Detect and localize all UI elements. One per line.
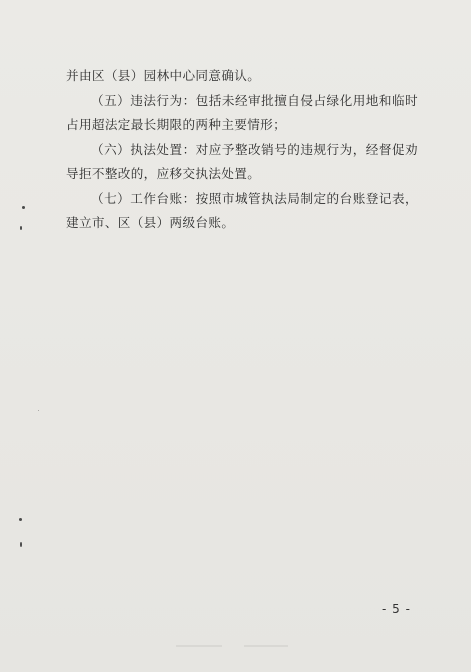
paragraph-continuation: 并由区（县）园林中心同意确认。 <box>66 68 261 83</box>
scan-speck <box>22 206 25 209</box>
scan-bleed-mark <box>176 645 222 647</box>
paragraph-item-7: （七）工作台账：按照市城管执法局制定的台账登记表，建立市、区（县）两级台账。 <box>66 190 418 230</box>
page-number: - 5 - <box>382 602 411 616</box>
scan-bleed-mark <box>244 645 288 647</box>
scan-speck <box>20 542 22 547</box>
paragraph-item-6: （六）执法处置：对应予整改销号的违规行为，经督促劝导拒不整改的，应移交执法处置。 <box>66 141 418 181</box>
paragraph-item-5: （五）违法行为：包括未经审批擅自侵占绿化用地和临时占用超法定最长期限的两种主要情形； <box>66 92 418 132</box>
document-body <box>66 64 418 236</box>
scan-speck <box>38 410 39 411</box>
scan-speck <box>19 518 22 521</box>
scan-speck <box>20 226 22 230</box>
